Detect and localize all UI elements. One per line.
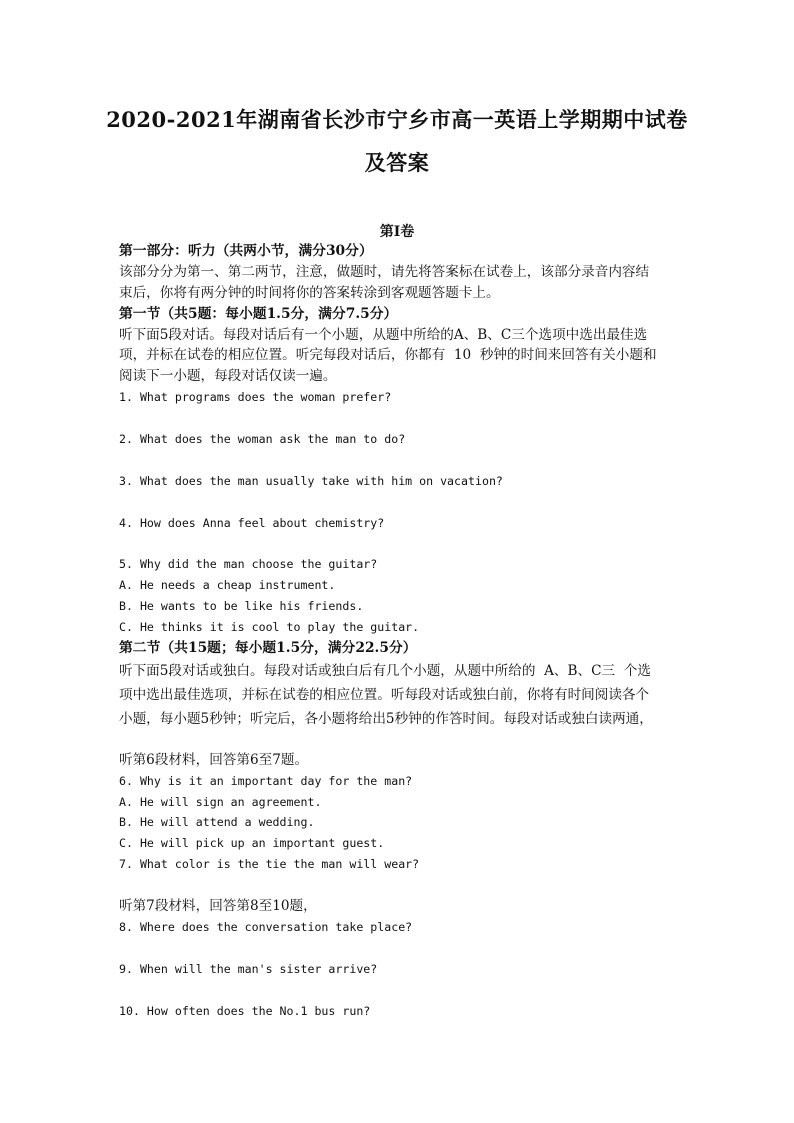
blank-line: [119, 731, 679, 750]
document-title-line2: 及答案: [364, 150, 430, 175]
sec1-intro-line1: 听下面5段对话。每段对话后有一个小题，从题中所给的A、B、C三个选项中选出最佳选: [119, 326, 648, 343]
sec1-intro-line2: 项，并标在试卷的相应位置。听完每段对话后，你都有 10 秒钟的时间来回答有关小题和: [119, 347, 657, 364]
sec2-heading: 第二节（共15题；每小题1.5分，满分22.5分）: [119, 639, 417, 656]
question-8-options: [119, 938, 679, 959]
question-2: 2. What does the woman ask the man to do?: [119, 432, 406, 447]
question-6: 6. Why is it an important day for the man?: [119, 773, 413, 788]
question-9-options: [119, 980, 679, 1001]
question-4-options: [119, 533, 679, 554]
sec2-intro-line3: 小题，每小题5秒钟；听完后，各小题将给出5秒钟的作答时间。每段对话或独白读两通，: [119, 710, 653, 727]
section-title: 第Ⅰ卷: [379, 224, 415, 240]
question-9: 9. When will the man's sister arrive?: [119, 961, 378, 976]
question-7: 7. What color is the tie the man will wear?: [119, 857, 420, 872]
question-8: 8. Where does the conversation take place?: [119, 919, 413, 934]
part1-heading: 第一部分：听力（共两小节，满分30分）: [119, 243, 373, 259]
part1-intro-line1: 该部分分为第一、第二两节，注意，做题时，请先将答案标在试卷上，该部分录音内容结: [119, 263, 650, 280]
sec1-intro-line3: 阅读下一小题，每段对话仅读一遍。: [119, 368, 337, 385]
part1-intro-line2: 束后，你将有两分钟的时间将你的答案转涂到客观题答题卡上。: [119, 284, 500, 301]
question-5-option-b: B. He wants to be like his friends.: [119, 599, 364, 614]
question-6-option-c: C. He will pick up an important guest.: [119, 836, 385, 851]
document-title-line1: 2020-2021年湖南省长沙市宁乡市高一英语上学期期中试卷: [106, 107, 688, 132]
question-3-options: [119, 492, 679, 513]
material-7-note: 听第7段材料，回答第8至10题，: [119, 898, 317, 915]
question-6-option-b: B. He will attend a wedding.: [119, 815, 315, 830]
question-5-option-c: C. He thinks it is cool to play the guitar.: [119, 620, 420, 635]
sec2-intro-line1: 听下面5段对话或独白。每段对话或独白后有几个小题，从题中所给的 A、B、C三 个选: [119, 662, 651, 679]
question-1: 1. What programs does the woman prefer?: [119, 390, 392, 405]
question-7-options: [119, 875, 679, 896]
question-10: 10. How often does the No.1 bus run?: [119, 1003, 371, 1018]
question-3: 3. What does the man usually take with him on vacation?: [119, 473, 503, 488]
material-6-note: 听第6段材料，回答第6至7题。: [119, 751, 309, 768]
question-5-option-a: A. He needs a cheap instrument.: [119, 578, 336, 593]
question-2-options: [119, 450, 679, 471]
question-6-option-a: A. He will sign an agreement.: [119, 794, 322, 809]
question-5: 5. Why did the man choose the guitar?: [119, 557, 378, 572]
sec1-heading: 第一节（共5题：每小题1.5分，满分7.5分）: [119, 305, 398, 322]
exam-body: [119, 241, 679, 1021]
question-4: 4. How does Anna feel about chemistry?: [119, 515, 385, 530]
sec2-intro-line2: 项中选出最佳选项，并标在试卷的相应位置。听每段对话或独白前，你将有时间阅读各个: [119, 686, 650, 703]
question-1-options: [119, 408, 679, 429]
